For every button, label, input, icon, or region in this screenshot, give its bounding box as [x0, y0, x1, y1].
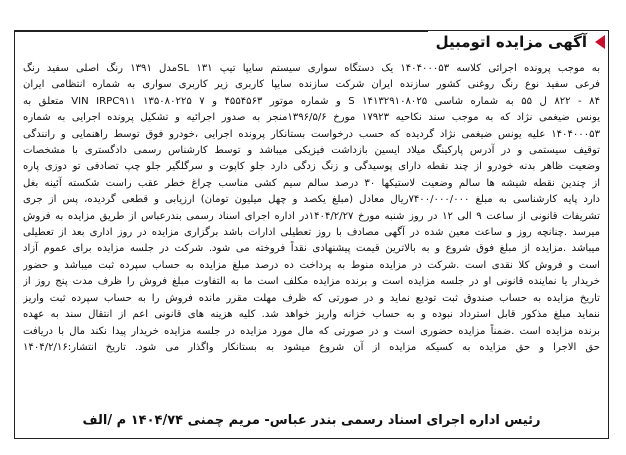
body-line: فرعی سفید نوع رنگ روغنی کشور سازنده ایران شرکت سازنده سایپا کاربری زیر کاربری سواری به شماره انتظامی ایران	[23, 79, 600, 91]
notice-body	[23, 61, 600, 356]
body-line: به موجب پرونده اجرائی کلاسه ۱۴۰۴۰۰۰۵۳ یک دستگاه سواری سیستم سایپا تیپ ۱۳۱ SLمدل ۱۳۹۱ رنگ اصلی سفید رنگ	[23, 63, 600, 74]
body-line: خریدار یا نماینده قانونی او در جلسه مزایده است و برنده مزایده مکلف است ما به التفاوت مبلغ فروش را ظرف مدت پنج روز از	[23, 276, 600, 288]
triangle-marker-icon	[595, 35, 605, 49]
header-rule	[14, 30, 428, 32]
notice-signature: رئیس اداره اجرای اسناد رسمی بندر عباس- مریم چمنی ۱۴۰۴/۷۴ م /الف	[82, 413, 541, 428]
body-line: حق الاجرا و حق مزایده به کسیکه مزایده از آن شروع میشود به بستانکار واگذار می شود. تاریخ انتشار:۱۴۰۴/۲/۱۶	[23, 341, 600, 353]
body-line: است و فروش کلا نقدی است .شرکت در مزایده منوط به پرداخت ده درصد مبلغ مزایده به حساب سپرده ثبت میباشد و حضور	[23, 259, 600, 271]
notice-header	[432, 30, 609, 54]
notice-frame	[14, 30, 609, 439]
body-line: میرسد .چنانچه روز و ساعت معین شده در آگهی مصادف با روز تعطیلی ادارات باشد برگزاری مزایده در روز اداری بعد از تعطیلی	[23, 227, 600, 239]
body-line: تاریخ مزایده به حساب صندوق ثبت تودیع نماید و در صورتی که ظرف مهلت مقرر مانده فروش را به حساب سپرده ثبت واریز	[23, 292, 600, 304]
body-line: ننماید مبلغ مذکور قابل استرداد نبوده و به حساب خزانه واریز خواهد شد. کلیه هزینه های قانونی اعم از انتقال سند به عهده	[23, 309, 600, 321]
body-line: ۱۴۰۴۰۰۰۵۳ علیه یونس ضیغمی نژاد گردیده که حسب درخواست بستانکار پرونده اجرایی ،خودرو فوق توسط راهنمایی و رانندگی	[23, 128, 600, 140]
body-line: وضعیت ظاهر بدنه خودرو از چند نقطه دارای پوسیدگی و زنگ زدگی دارد جلو کاپوت و سرگلگیر جلو چپ تصادفی تو دوزی پاره	[23, 161, 600, 173]
body-line: ۸۴ - ۸۲۲ ل ۵۵ به شماره شاسی ۱۴۱۳۲۹۱۰۸۰۲۵ S و شماره موتور ۴۵۵۴۵۶۳ و ۷ ۱۳۵۰۸۰۲۲۵ VIN IRPC۹۱۱ متعلق به	[23, 95, 600, 107]
body-line: برنده مزایده است .ضمناً مزایده حضوری است و در صورتی که مال مورد مزایده در جلسه مزایده خریدار پیدا نکند مال با دریافت	[23, 325, 600, 337]
body-line: دارد پایه کارشناسی به مبلغ ۷۴۰۰/۰۰۰/۰۰۰ریال معادل (مبلغ یکصد و چهل میلیون تومان) ارزیابی و قطعی گردیده، پس از جری	[23, 194, 600, 206]
body-line: توقیف سیستمی و در آدرس پارکینگ میلاد ایسین بازداشت فیزیکی میباشد و توسط کارشناس رسمی دادگستری با مشخصات	[23, 145, 600, 157]
body-line: از چندین نقطه شیشه ها سالم وضعیت لاستیکها ۳۰ درصد سالم سیم کشی مناسب چراغ خطر عقب راست شکسته آئینه بغل	[23, 177, 600, 189]
notice-title: آگهی مزایده اتومبیل	[435, 33, 587, 51]
body-line: یونس ضیغمی نژاد که به موجب سند نکاحیه ۱۷۹۲۳ مورخ ۱۳۹۶/۵/۶منجر به صدور اجرائیه و تشکیل پرونده اجرایی به شماره	[23, 112, 600, 124]
body-line: تشریفات قانونی از ساعت ۹ الی ۱۲ در روز شنبه مورخ ۱۴۰۴/۲/۲۷در اداره اجرای اسناد رسمی بندرعباس از طریق مزایده به فروش	[23, 210, 600, 222]
body-line: میباشد .مزایده از مبلغ فوق شروع و به بالاترین قیمت پیشنهادی نقداً فروخته می شود. شرکت در جلسه مزایده برای عموم آزاد	[23, 243, 600, 255]
